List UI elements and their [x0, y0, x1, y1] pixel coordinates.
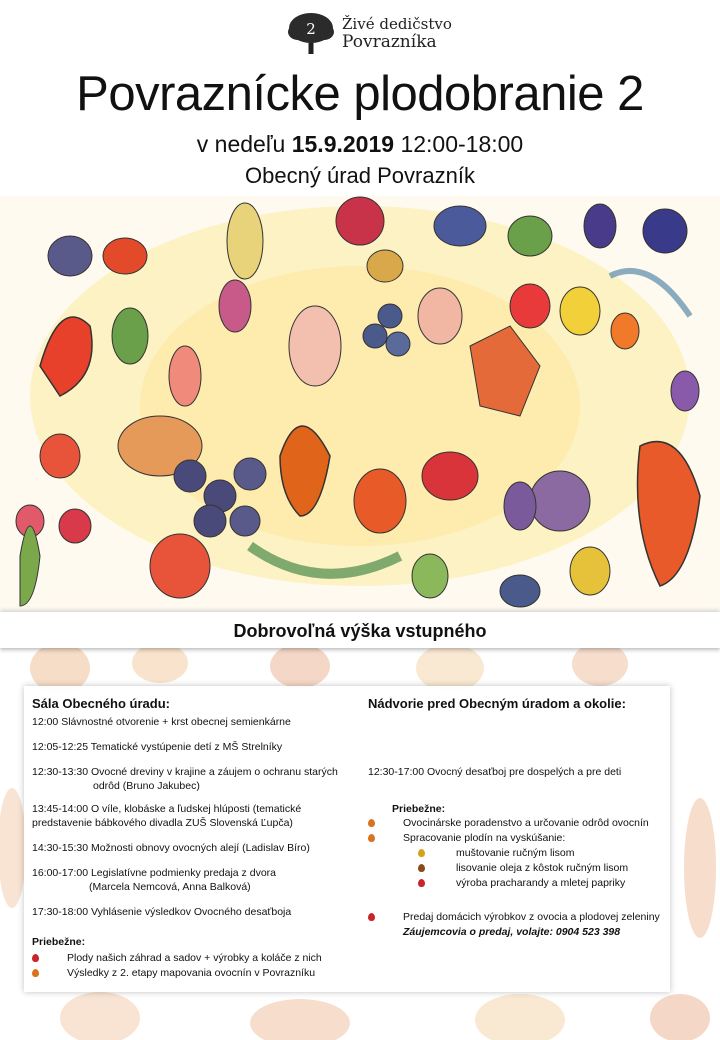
tree-logo-icon — [286, 10, 336, 56]
logo-text — [342, 15, 452, 51]
right-ongoing-label: Priebežne: — [392, 803, 446, 815]
left-column-heading: Sála Obecného úradu: — [32, 696, 170, 711]
svg-text:2: 2 — [306, 20, 316, 38]
program-item: 12:05-12:25 Tematické vystúpenie detí z MŠ Strelníky — [32, 741, 283, 753]
apricot-bullet-icon — [32, 969, 39, 977]
admission-text: Dobrovoľná výška vstupného — [233, 621, 487, 641]
apricot-bullet-icon — [368, 819, 375, 827]
program-item: 16:00-17:00 Legislatívne podmienky predaja z dvora — [32, 867, 276, 879]
sale-contact: Záujemcovia o predaj, volajte: 0904 523 398 — [403, 926, 621, 938]
header — [0, 0, 720, 196]
logo-line-1: Živé dedičstvo — [342, 15, 452, 33]
date-time: 12:00-18:00 — [400, 131, 524, 157]
ongoing-item: Plody našich záhrad a sadov + výrobky a koláče z nich — [67, 952, 322, 964]
logo-line-2: Povrazníka — [342, 32, 437, 52]
program-panel — [24, 686, 670, 992]
apricot-bullet-icon — [368, 834, 375, 842]
program-item: 12:30-13:30 Ovocné dreviny v krajine a záujem o ochranu starých — [32, 766, 338, 778]
date-day: 15.9.2019 — [291, 131, 395, 157]
event-place: Obecný úrad Povrazník — [245, 163, 475, 188]
ongoing-item: Výsledky z 2. etapy mapovania ovocnín v Povrazníku — [67, 967, 316, 979]
processing-item: lisovanie oleja z kôstok ručným lisom — [456, 862, 629, 874]
processing-item: výroba pracharandy a mletej papriky — [456, 877, 626, 889]
right-column-heading: Nádvorie pred Obecným úradom a okolie: — [368, 696, 626, 711]
program-item: 12:00 Slávnostné otvorenie + krst obecnej semienkárne — [32, 716, 291, 728]
program-item-continuation: (Marcela Nemcová, Anna Balková) — [89, 881, 251, 893]
program-item-continuation: predstavenie bábkového divadla ZUŠ Slovenská Ľupča) — [32, 817, 293, 829]
event-title: Povraznícke plodobranie 2 — [76, 67, 644, 121]
program-item: 13:45-14:00 O víle, klobáske a ľudskej hlúposti (tematické — [32, 803, 302, 815]
date-prefix: v nedeľu — [196, 131, 286, 157]
admission-banner — [0, 612, 720, 648]
ongoing-item: Spracovanie plodín na vyskúšanie: — [403, 832, 566, 844]
processing-item: muštovanie ručným lisom — [456, 847, 575, 859]
program-item: 17:30-18:00 Vyhlásenie výsledkov Ovocného desaťboja — [32, 906, 292, 918]
program-item: 12:30-17:00 Ovocný desaťboj pre dospelých a pre deti — [368, 766, 622, 778]
logo — [286, 10, 452, 56]
event-date — [0, 130, 720, 158]
kernel-bullet-icon — [418, 864, 425, 872]
cherry-bullet-icon — [368, 913, 375, 921]
ongoing-item: Ovocinárske poradenstvo a určovanie odrôd ovocnín — [403, 817, 649, 829]
left-ongoing-label: Priebežne: — [32, 936, 86, 948]
fruit-illustration — [0, 196, 720, 610]
pepper-bullet-icon — [418, 879, 425, 887]
quince-bullet-icon — [418, 849, 425, 857]
cherry-bullet-icon — [32, 954, 39, 962]
program-item-continuation: odrôd (Bruno Jakubec) — [93, 780, 200, 792]
program-item: 14:30-15:30 Možnosti obnovy ovocných alejí (Ladislav Bíro) — [32, 842, 310, 854]
sale-item: Predaj domácich výrobkov z ovocia a plodovej zeleniny — [403, 911, 660, 923]
